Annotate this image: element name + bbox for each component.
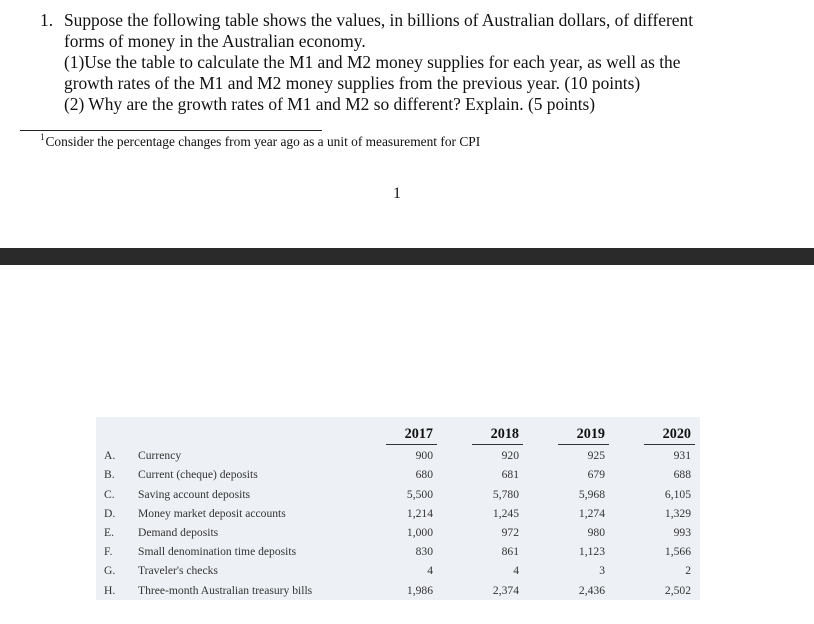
footnote-text: Consider the percentage changes from year ago as a unit of measurement for CPI	[45, 134, 481, 149]
question-number: 1.	[40, 10, 54, 30]
table-cell: 1,245	[492, 507, 519, 520]
table-cell: 980	[587, 526, 605, 539]
question-line: growth rates of the M1 and M2 money supplies from the previous year. (10 points)	[64, 73, 641, 93]
question-line: (2) Why are the growth rates of M1 and M2 so different? Explain. (5 points)	[64, 94, 596, 114]
question-line: Suppose the following table shows the values, in billions of Australian dollars, of different	[64, 10, 694, 30]
table-cell: 972	[501, 526, 519, 539]
table-cell: 5,500	[406, 488, 433, 501]
table-cell: 5,780	[492, 488, 519, 501]
header-rule	[386, 444, 437, 445]
table-cell: 1,329	[664, 507, 691, 520]
table-cell: 830	[415, 545, 433, 558]
year-header: 2017	[404, 426, 433, 442]
row-letter: E.	[104, 526, 114, 539]
table-cell: 1,000	[406, 526, 433, 539]
table-cell: 900	[415, 449, 433, 462]
table-cell: 1,123	[578, 545, 605, 558]
table-cell: 5,968	[578, 488, 605, 501]
table-cell: 6,105	[664, 488, 691, 501]
footnote-rule	[20, 130, 322, 131]
table-cell: 925	[587, 449, 605, 462]
table-cell: 2,436	[578, 584, 605, 597]
table-cell: 1,274	[578, 507, 605, 520]
table-cell: 931	[673, 449, 691, 462]
row-letter: H.	[104, 584, 116, 597]
row-letter: D.	[104, 507, 116, 520]
footnote	[40, 134, 480, 150]
question-line: (1)Use the table to calculate the M1 and M2 money supplies for each year, as well as the	[64, 52, 681, 72]
row-label: Traveler's checks	[138, 564, 218, 577]
row-label: Current (cheque) deposits	[138, 468, 258, 481]
row-label: Saving account deposits	[138, 488, 251, 501]
row-label: Three-month Australian treasury bills	[138, 584, 313, 597]
table-cell: 3	[599, 564, 605, 577]
table-cell: 1,986	[406, 584, 433, 597]
table-cell: 2,374	[492, 584, 519, 597]
table-cell: 2,502	[664, 584, 691, 597]
row-label: Money market deposit accounts	[138, 507, 286, 520]
table-cell: 4	[513, 564, 519, 577]
row-label: Currency	[138, 449, 182, 462]
page-number: 1	[393, 185, 401, 202]
row-letter: G.	[104, 564, 116, 577]
header-rule	[644, 444, 695, 445]
year-header: 2018	[490, 426, 519, 442]
table-cell: 920	[501, 449, 519, 462]
table-cell: 1,214	[406, 507, 433, 520]
table-cell: 2	[685, 564, 691, 577]
table-cell: 861	[501, 545, 519, 558]
header-rule	[472, 444, 523, 445]
row-label: Small denomination time deposits	[138, 545, 297, 558]
table-cell: 4	[427, 564, 433, 577]
table-cell: 681	[501, 468, 519, 481]
table-cell: 680	[415, 468, 433, 481]
table-cell: 688	[673, 468, 691, 481]
footnote-marker: 1	[40, 132, 45, 142]
table-cell: 993	[673, 526, 691, 539]
question-line: forms of money in the Australian economy.	[64, 31, 366, 51]
page-separator-bar	[0, 248, 814, 265]
year-header: 2019	[576, 426, 605, 442]
row-letter: B.	[104, 468, 115, 481]
table-cell: 679	[587, 468, 605, 481]
row-letter: C.	[104, 488, 115, 501]
year-header: 2020	[662, 426, 691, 442]
row-letter: A.	[104, 449, 116, 462]
table-cell: 1,566	[664, 545, 691, 558]
row-label: Demand deposits	[138, 526, 219, 539]
header-rule	[558, 444, 609, 445]
row-letter: F.	[104, 545, 113, 558]
